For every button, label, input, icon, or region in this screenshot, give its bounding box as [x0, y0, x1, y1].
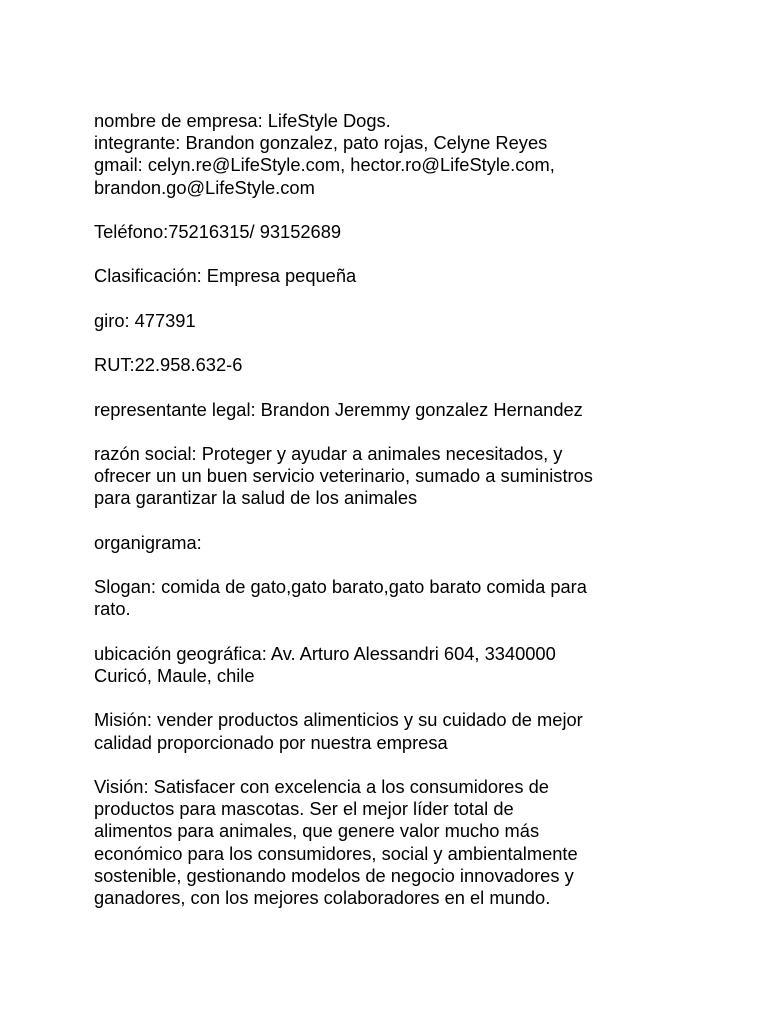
mission-line-1: Misión: vender productos alimenticios y su cuidado de mejor	[94, 709, 583, 731]
business-purpose-line-1: razón social: Proteger y ayudar a animales necesitados, y	[94, 442, 563, 464]
classification-line: Clasificación: Empresa pequeña	[94, 265, 357, 287]
email-line-1: gmail: celyn.re@LifeStyle.com, hector.ro@LifeStyle.com,	[94, 154, 555, 176]
location-line-1: ubicación geográfica: Av. Arturo Alessandri 604, 3340000	[94, 642, 556, 664]
vision-paragraph	[94, 776, 694, 909]
company-name-line: nombre de empresa: LifeStyle Dogs.	[94, 110, 391, 131]
vision-line-4: económico para los consumidores, social y ambientalmente	[94, 842, 578, 864]
org-chart-line: organigrama:	[94, 531, 202, 553]
phone-line: Teléfono:75216315/ 93152689	[94, 221, 342, 242]
location-paragraph	[94, 643, 694, 687]
legal-representative-line: representante legal: Brandon Jeremmy gonzalez Hernandez	[94, 398, 583, 420]
document-page	[94, 110, 694, 931]
slogan-line-2: rato.	[94, 598, 131, 620]
org-chart-paragraph	[94, 532, 694, 554]
giro-paragraph	[94, 310, 694, 332]
mission-paragraph	[94, 709, 694, 753]
legal-representative-paragraph	[94, 399, 694, 421]
vision-line-5: sostenible, gestionando modelos de negocio innovadores y	[94, 864, 574, 886]
vision-line-1: Visión: Satisfacer con excelencia a los consumidores de	[94, 775, 549, 797]
business-purpose-line-3: para garantizar la salud de los animales	[94, 487, 418, 509]
rut-line: RUT:22.958.632-6	[94, 354, 243, 376]
giro-line: giro: 477391	[94, 309, 196, 331]
business-purpose-paragraph	[94, 443, 694, 510]
company-info-block	[94, 110, 694, 199]
vision-line-2: productos para mascotas. Ser el mejor líder total de	[94, 798, 514, 820]
phone-paragraph	[94, 221, 694, 243]
business-purpose-line-2: ofrecer un un buen servicio veterinario, sumado a suministros	[94, 465, 593, 487]
slogan-paragraph	[94, 576, 694, 620]
location-line-2: Curicó, Maule, chile	[94, 664, 255, 686]
vision-line-3: alimentos para animales, que genere valor mucho más	[94, 820, 540, 842]
rut-paragraph	[94, 354, 694, 376]
classification-paragraph	[94, 265, 694, 287]
email-line-2: brandon.go@LifeStyle.com	[94, 176, 315, 198]
members-line: integrante: Brandon gonzalez, pato rojas, Celyne Reyes	[94, 132, 548, 154]
slogan-line-1: Slogan: comida de gato,gato barato,gato barato comida para	[94, 576, 587, 598]
vision-line-6: ganadores, con los mejores colaboradores en el mundo.	[94, 886, 551, 908]
mission-line-2: calidad proporcionado por nuestra empresa	[94, 731, 448, 753]
